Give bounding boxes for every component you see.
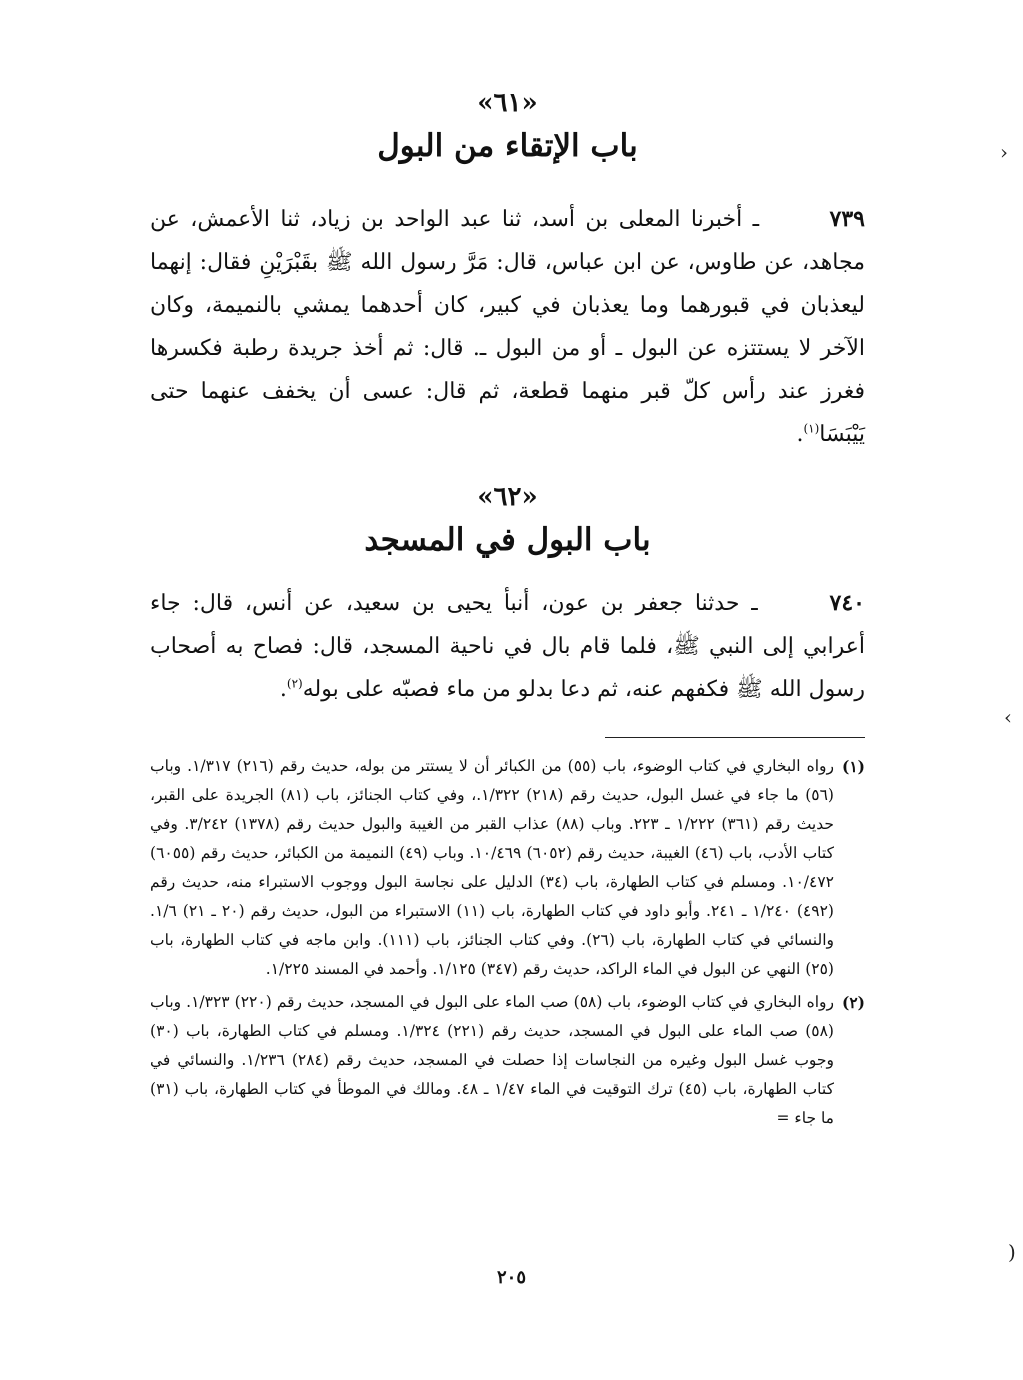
footnote-divider: [605, 737, 865, 738]
footnotes: [150, 752, 865, 1133]
hadith-text: ـ حدثنا جعفر بن عون، أنبأ يحيى بن سعيد، عن أنس، قال: جاء أعرابي إلى النبي ﷺ، فلما قام بال في ناحية المسجد، قال: فصاح به أصحاب رسول الله ﷺ فكفهم عنه، ثم دعا بدلو من ماء فصبّه على بوله: [150, 591, 865, 702]
hadith-paragraph: ٧٣٩ ـ أخبرنا المعلى بن أسد، ثنا عبد الواحد بن زياد، ثنا الأعمش، عن مجاهد، عن طاوس، عن ابن عباس، قال: مَرَّ رسول الله ﷺ بقَبْرَيْنِ فقال: إنهما ليعذبان في قبورهما وما يعذبان في كبير، كان أحدهما يمشي بالنميمة، وكان الآخر لا يستتزه عن البول ـ أو من البول ـ. قال: ثم أخذ جريدة رطبة فكسرها فغرز عند رأس كلّ قبر منهما قطعة، ثم قال: عسى أن يخفف عنهما حتى يَيْبَسَا$^{(١)}$.: [150, 206, 865, 447]
page-number: ٢٠٥: [496, 1267, 526, 1288]
section-number: «٦١»: [477, 88, 538, 118]
hadith-text: ـ أخبرنا المعلى بن أسد، ثنا عبد الواحد بن زياد، ثنا الأعمش، عن مجاهد، عن طاوس، عن ابن عباس، قال: مَرَّ رسول الله ﷺ بقَبْرَيْنِ فقال: إنهما ليعذبان في قبورهما وما يعذبان في كبير، كان أحدهما يمشي بالنميمة، وكان الآخر لا يستتزه عن البول ـ أو من البول ـ. قال: ثم أخذ جريدة رطبة فكسرها فغرز عند رأس كلّ قبر منهما قطعة، ثم قال: عسى أن يخفف عنهما حتى يَيْبَسَا: [150, 207, 865, 447]
footnote-text: رواه البخاري في كتاب الوضوء، باب (٥٥) من الكبائر أن لا يستتر من بوله، حديث رقم (٢١٦) ١/٣١٧. وباب (٥٦) ما جاء في غسل البول، حديث رقم (٢١٨) ١/٣٢٢.، وفي كتاب الجنائز، باب (٨١) الجريدة على القبر، حديث رقم (٣٦١) ١/٢٢٢ ـ ٢٢٣. وباب (٨٨) عذاب القبر من الغيبة والبول حديث رقم (١٣٧٨) ٣/٢٤٢. وفي كتاب الأدب، باب (٤٦) الغيبة، حديث رقم (٦٠٥٢) ١٠/٤٦٩. وباب (٤٩) النميمة من الكبائر، حديث رقم (٦٠٥٥) ١٠/٤٧٢. ومسلم في كتاب الطهارة، باب (٣٤) الدليل على نجاسة البول ووجوب الاستبراء منه، حديث رقم (٤٩٢) ١/٢٤٠ ـ ٢٤١. وأبو داود في كتاب الطهارة، باب (١١) الاستبراء من البول، حديث رقم (٢٠ ـ ٢١) ١/٦. والنسائي في كتاب الطهارة، باب (٢٦). وفي كتاب الجنائز، باب (١١١). وابن ماجه في كتاب الطهارة، باب (٢٥) النهي عن البول في الماء الراكد، حديث رقم (٣٤٧) ١/١٢٥. وأحمد في المسند ١/٢٢٥.: [150, 757, 834, 978]
section-number: «٦٢»: [477, 482, 538, 512]
footnote-ref[interactable]: (١): [803, 421, 820, 436]
margin-mark-icon: ): [1008, 1240, 1016, 1264]
page-content: [150, 88, 865, 1137]
footnote-ref[interactable]: (٢): [286, 676, 303, 691]
hadith-number: ٧٣٩: [829, 206, 865, 232]
margin-mark-icon: ›: [1000, 140, 1008, 164]
hadith-number: ٧٤٠: [829, 590, 865, 616]
footnote-mark: (٢): [841, 993, 865, 1012]
section-title: باب الإتقاء من البول: [377, 128, 638, 164]
footnote: [150, 752, 865, 984]
footnote-text: رواه البخاري في كتاب الوضوء، باب (٥٨) صب الماء على البول في المسجد، حديث رقم (٢٢٠) ١/٣٢٣. وباب (٥٨) صب الماء على البول في المسجد، حديث رقم (٢٢١) ١/٣٢٤. ومسلم في كتاب الطهارة، باب (٣٠) وجوب غسل البول وغيره من النجاسات إذا حصلت في المسجد، حديث رقم (٢٨٤) ١/٢٣٦. والنسائي في كتاب الطهارة، باب (٤٥) ترك التوقيت في الماء ١/٤٧ ـ ٤٨. ومالك في الموطأ في كتاب الطهارة، باب (٣١) ما جاء =: [150, 993, 834, 1127]
footnote: [150, 988, 865, 1133]
hadith-paragraph: ٧٤٠ ـ حدثنا جعفر بن عون، أنبأ يحيى بن سعيد، عن أنس، قال: جاء أعرابي إلى النبي ﷺ، فلما قام بال في ناحية المسجد، قال: فصاح به أصحاب رسول الله ﷺ فكفهم عنه، ثم دعا بدلو من ماء فصبّه على بوله$^{(٢)}$.: [150, 590, 865, 702]
section-title: باب البول في المسجد: [364, 522, 651, 558]
margin-mark-icon: ‹: [1004, 705, 1012, 729]
footnote-mark: (١): [841, 757, 865, 776]
